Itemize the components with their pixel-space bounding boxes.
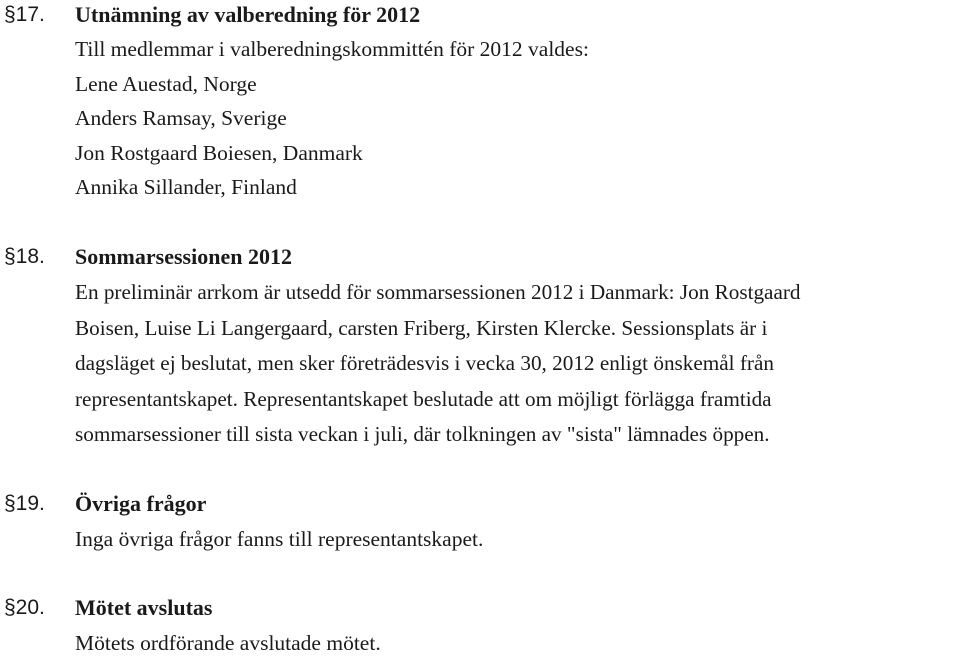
body-line: Boisen, Luise Li Langergaard, carsten Friberg, Kirsten Klercke. Sessionsplats är i xyxy=(75,315,768,340)
body-line: Jon Rostgaard Boiesen, Danmark xyxy=(75,140,363,165)
section-title: Sommarsessionen 2012 xyxy=(75,244,292,269)
body-line: Annika Sillander, Finland xyxy=(75,175,297,199)
body-line: Till medlemmar i valberedningskommittén för 2012 valdes: xyxy=(75,37,589,61)
body-line: Inga övriga frågor fanns till representantskapet. xyxy=(75,527,484,551)
body-line: Lene Auestad, Norge xyxy=(75,71,257,96)
section-number: §18. xyxy=(4,245,45,268)
body-line: dagsläget ej beslutat, men sker företrädesvis i vecka 30, 2012 enligt önskemål från xyxy=(75,351,774,375)
body-line: sommarsessioner till sista veckan i juli, där tolkningen av "sista" lämnades öppen. xyxy=(75,422,770,446)
body-line: Mötets ordförande avslutade mötet. xyxy=(75,631,381,655)
section-body xyxy=(75,275,801,453)
body-line: En preliminär arrkom är utsedd för sommarsessionen 2012 i Danmark: Jon Rostgaard xyxy=(75,280,801,304)
section-title: Mötet avslutas xyxy=(75,595,213,620)
section-body xyxy=(75,522,483,557)
section-number: §20. xyxy=(4,596,45,619)
section-title: Övriga frågor xyxy=(75,491,207,516)
section-title: Utnämning av valberedning för 2012 xyxy=(75,2,421,27)
section-number: §19. xyxy=(4,492,45,515)
body-line: Anders Ramsay, Sverige xyxy=(75,106,287,130)
section-body xyxy=(75,32,589,205)
section-body xyxy=(75,626,381,661)
section-number: §17. xyxy=(4,3,45,26)
body-line: representantskapet. Representantskapet beslutade att om möjligt förlägga framtida xyxy=(75,386,772,411)
